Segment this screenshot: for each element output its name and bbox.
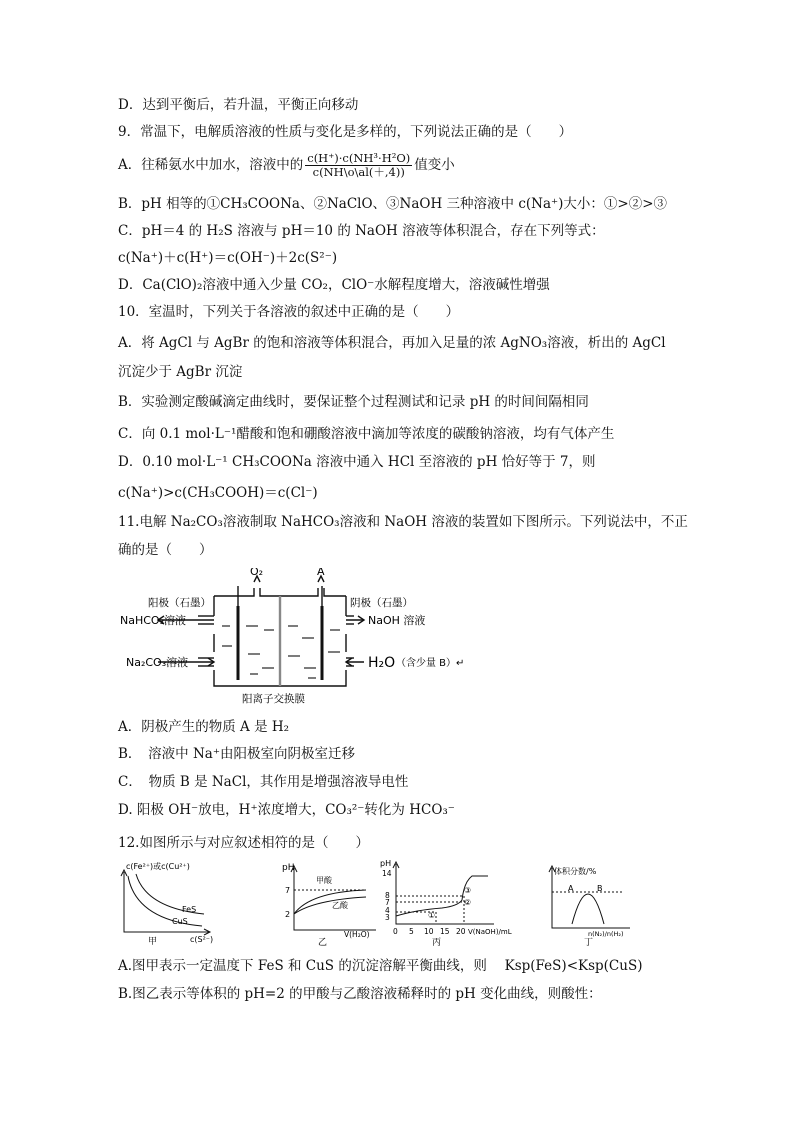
bing-tick-3: 3 — [385, 913, 390, 922]
q10-option-d-equation: c(Na⁺)>c(CH₃COOH)＝c(Cl⁻) — [118, 485, 318, 501]
q9-option-b: B．pH 相等的①CH₃COONa、②NaClO、③NaOH 三种溶液中 c(Na⁺)大小：①>②>③ — [118, 196, 668, 212]
bing-x20: 20 — [456, 927, 466, 936]
q11-option-d: D. 阳极 OH⁻放电，H⁺浓度增大，CO₃²⁻转化为 HCO₃⁻ — [118, 802, 455, 818]
q11-option-c: C． 物质 B 是 NaCl，其作用是增强溶液导电性 — [118, 774, 409, 790]
jia-xlabel: c(S²⁻) — [190, 935, 214, 944]
bing-tick-8: 8 — [385, 891, 390, 900]
nahco3-label: NaHCO₃溶液 — [120, 614, 186, 627]
yi-caption: 乙 — [318, 938, 328, 948]
yi-xlabel: V(H₂O) — [344, 930, 370, 939]
q9-option-c: C．pH＝4 的 H₂S 溶液与 pH＝10 的 NaOH 溶液等体积混合，存在下列等式： — [118, 223, 605, 239]
question-10: 10．室温时，下列关于各溶液的叙述中正确的是（ ） — [118, 304, 460, 320]
bing-caption: 丙 — [432, 938, 442, 948]
graph-ding — [540, 862, 640, 948]
a-label: A — [317, 568, 325, 578]
q11-option-b: B． 溶液中 Na⁺由阳极室向阴极室迁移 — [118, 746, 355, 762]
q9-option-c-equation: c(Na⁺)＋c(H⁺)＝c(OH⁻)＋2c(S²⁻) — [118, 250, 338, 266]
bing-tick-7: 7 — [385, 898, 390, 907]
q10-option-b: B．实验测定酸碱滴定曲线时，要保证整个过程测试和记录 pH 的时间间隔相同 — [118, 394, 589, 410]
bing-tick-14: 14 — [382, 869, 392, 878]
q9-a-numerator: c(H⁺)·c(NH³·H²O) — [307, 151, 411, 165]
q9-option-d: D．Ca(ClO)₂溶液中通入少量 CO₂，ClO⁻水解程度增大，溶液碱性增强 — [118, 277, 550, 293]
q9-option-a — [118, 152, 455, 179]
anode-label: 阳极（石墨） — [148, 597, 211, 609]
question-11-cont: 确的是（ ） — [118, 542, 213, 558]
yi-tick-2: 2 — [285, 910, 291, 919]
bing-x5: 5 — [409, 927, 414, 936]
q10-option-c: C．向 0.1 mol·L⁻¹醋酸和饱和硼酸溶液中滴加等浓度的碳酸钠溶液，均有气体产生 — [118, 426, 615, 442]
naoh-label: NaOH 溶液 — [368, 614, 426, 627]
bing-point-1: ① — [428, 911, 436, 920]
bing-ylabel: pH — [380, 859, 392, 868]
ding-point-b: B — [597, 884, 603, 893]
bing-x0: 0 — [393, 927, 398, 936]
membrane-label: 阳离子交换膜 — [242, 693, 305, 705]
q10-option-d: D．0.10 mol·L⁻¹ CH₃COONa 溶液中通入 HCl 至溶液的 pH 恰好等于 7，则 — [118, 454, 596, 470]
jia-curve-cus: CuS — [172, 917, 188, 926]
q9-a-tail: 值变小 — [414, 157, 455, 173]
na2co3-label: Na₂CO₃溶液 — [126, 656, 189, 669]
bing-point-2: ② — [464, 898, 472, 907]
q9-a-denominator: c(NH\o\al(＋,4)) — [312, 165, 405, 179]
q12-option-b: B.图乙表示等体积的 pH=2 的甲酸与乙酸溶液稀释时的 pH 变化曲线，则酸性： — [118, 986, 602, 1002]
jia-caption: 甲 — [148, 937, 158, 947]
o2-label: O₂ — [250, 568, 264, 578]
ding-xlabel: n(N₂)/n(H₂) — [588, 930, 624, 938]
h2o-label: H₂O — [368, 655, 396, 671]
q11-option-a: A．阴极产生的物质 A 是 H₂ — [118, 719, 290, 735]
ding-point-a: A — [568, 884, 574, 893]
graph-yi — [280, 860, 380, 948]
bing-x15: 15 — [440, 927, 450, 936]
electrolysis-apparatus — [118, 568, 508, 708]
graph-jia — [118, 860, 218, 948]
yi-ylabel: pH — [282, 863, 295, 873]
bing-xlabel: V(NaOH)/mL — [468, 928, 512, 936]
bing-x10: 10 — [424, 927, 434, 936]
question-11: 11.电解 Na₂CO₃溶液制取 NaHCO₃溶液和 NaOH 溶液的装置如下图所示。下列说法中，不正 — [118, 514, 688, 530]
ding-caption: 丁 — [584, 938, 594, 948]
q12-option-a: A.图甲表示一定温度下 FeS 和 CuS 的沉淀溶解平衡曲线，则 Ksp(FeS)<Ksp(CuS) — [118, 958, 643, 974]
yi-tick-7: 7 — [285, 886, 291, 895]
q9-a-fraction — [305, 152, 412, 179]
question-12: 12.如图所示与对应叙述相符的是（ ） — [118, 835, 369, 851]
bing-tick-4: 4 — [385, 906, 390, 915]
jia-curve-fes: FeS — [182, 905, 197, 914]
bing-point-3: ③ — [464, 886, 472, 895]
h2o-note: （含少量 B）↵ — [396, 658, 465, 669]
yi-curve-formic: 甲酸 — [316, 876, 332, 885]
q10-option-a-cont: 沉淀少于 AgBr 沉淀 — [118, 364, 243, 380]
q10-option-a: A．将 AgCl 与 AgBr 的饱和溶液等体积混合，再加入足量的浓 AgNO₃溶液，析出的 AgCl — [118, 335, 666, 351]
graph-bing — [376, 856, 526, 948]
cathode-label: 阴极（石墨） — [350, 597, 413, 609]
ding-ylabel: 体积分数/% — [554, 867, 597, 876]
q9-a-text: A．往稀氨水中加水，溶液中的 — [118, 157, 304, 173]
yi-curve-acetic: 乙酸 — [332, 901, 348, 910]
jia-ylabel: c(Fe²⁺)或c(Cu²⁺) — [126, 862, 190, 871]
question-9: 9．常温下，电解质溶液的性质与变化是多样的，下列说法正确的是（ ） — [118, 124, 573, 140]
line-q8-d: D．达到平衡后，若升温，平衡正向移动 — [118, 97, 359, 113]
